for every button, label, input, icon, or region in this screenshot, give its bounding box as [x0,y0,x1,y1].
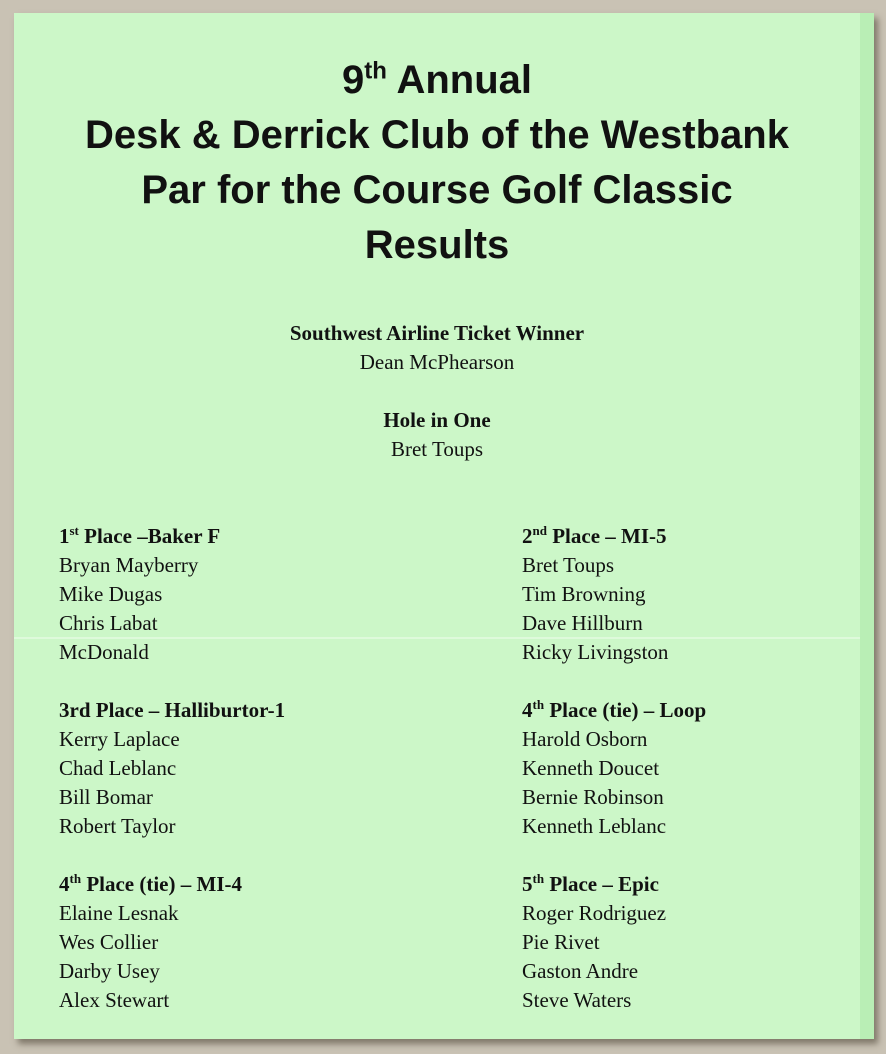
team-member: Gaston Andre [522,959,639,983]
team-title-suffix: th [532,871,545,886]
team-title [522,696,706,725]
team-member: Alex Stewart [59,988,170,1012]
team-fourth-place-tie-loop [522,696,706,841]
team-title-number: 2 [522,524,533,548]
team-member: Kenneth Leblanc [522,814,667,838]
team-first-place [59,522,220,667]
team-title-text: Place – MI-5 [546,524,667,548]
team-member: Chris Labat [59,611,158,635]
team-title-number: 5 [522,872,533,896]
team-member: Pie Rivet [522,930,600,954]
header-ordinal-suffix: th [364,57,387,85]
team-title-suffix: st [69,523,79,538]
team-member: Dave Hillburn [522,611,643,635]
team-third-place [59,696,285,841]
team-title-suffix: nd [532,523,547,538]
team-title-number: 4 [522,698,533,722]
prize-title: Hole in One [383,408,491,432]
team-title-text: Place – Epic [544,872,659,896]
team-title [59,696,285,725]
prize-title: Southwest Airline Ticket Winner [289,321,585,345]
team-title [59,870,242,899]
team-title-text: Place (tie) – MI-4 [81,872,242,896]
header-line-2: Desk & Derrick Club of the Westbank [85,113,789,157]
team-member: Mike Dugas [59,582,163,606]
team-title-number: 4 [59,872,70,896]
team-member: Bret Toups [522,553,615,577]
header-ordinal-number: 9 [341,58,365,102]
team-member: Harold Osborn [522,727,648,751]
team-title-text: 3rd Place – Halliburtor-1 [59,698,286,722]
team-title-suffix: th [69,871,82,886]
team-title [59,522,220,551]
document-header [14,53,860,273]
team-fourth-place-tie-mi4 [59,870,242,1015]
prize-hole-in-one [14,406,860,464]
team-title-text: Place –Baker F [78,524,221,548]
header-annual: Annual [386,58,533,102]
team-member: Tim Browning [522,582,646,606]
team-member: Kerry Laplace [59,727,180,751]
header-line-3: Par for the Course Golf Classic [141,168,733,212]
prize-winner: Bret Toups [390,437,484,461]
team-fifth-place [522,870,666,1015]
team-title-number: 1 [59,524,70,548]
team-member: Bill Bomar [59,785,153,809]
team-member: Roger Rodriguez [522,901,667,925]
results-sheet [14,13,874,1039]
team-member: McDonald [59,640,149,664]
team-member: Ricky Livingston [522,640,669,664]
team-title-text: Place (tie) – Loop [544,698,707,722]
team-member: Darby Usey [59,959,160,983]
team-second-place [522,522,668,667]
header-line-4: Results [364,223,510,267]
team-title-suffix: th [532,697,545,712]
team-member: Elaine Lesnak [59,901,179,925]
team-member: Kenneth Doucet [522,756,660,780]
team-member: Robert Taylor [59,814,176,838]
prize-winner: Dean McPhearson [359,350,515,374]
team-member: Bryan Mayberry [59,553,199,577]
team-member: Wes Collier [59,930,159,954]
team-member: Steve Waters [522,988,632,1012]
header-line-1 [14,53,860,108]
prize-airline-ticket [14,319,860,377]
team-member: Bernie Robinson [522,785,664,809]
team-member: Chad Leblanc [59,756,177,780]
team-title [522,870,666,899]
team-title [522,522,668,551]
